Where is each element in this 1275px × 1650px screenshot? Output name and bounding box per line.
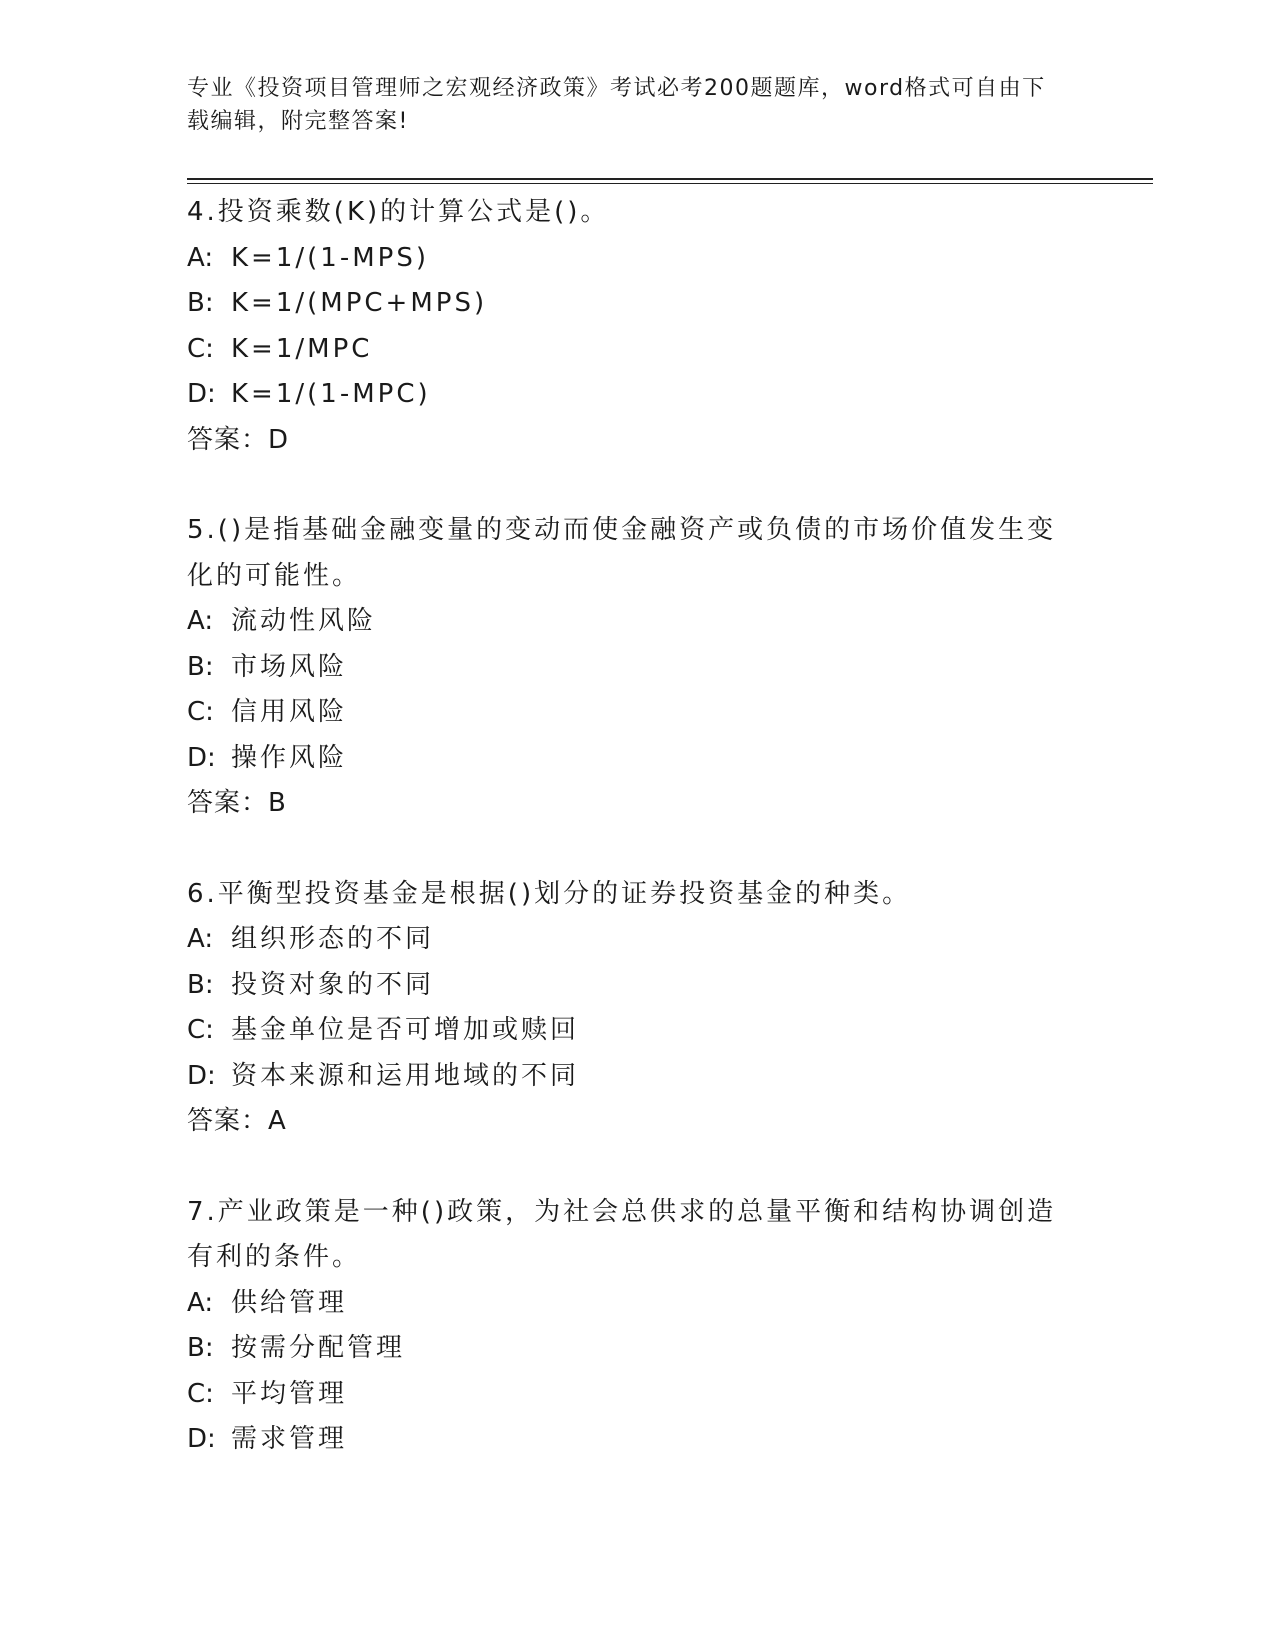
question-stem: 6.平衡型投资基金是根据()划分的证券投资基金的种类。 xyxy=(187,878,912,909)
option-c xyxy=(187,1008,1077,1054)
option-label: D: xyxy=(187,742,216,773)
option-label: D: xyxy=(187,1424,216,1454)
question-7 xyxy=(187,1190,1077,1463)
question-list xyxy=(187,190,1077,1508)
question-4 xyxy=(187,190,1077,463)
option-label: A: xyxy=(187,924,214,954)
option-d xyxy=(187,1054,1077,1100)
option-a xyxy=(187,236,1077,282)
question-6 xyxy=(187,872,1077,1145)
header-rule-thick xyxy=(187,178,1153,180)
option-label: A: xyxy=(187,1287,214,1318)
option-label: A: xyxy=(187,242,214,273)
question-stem: 4.投资乘数(K)的计算公式是()。 xyxy=(187,197,610,227)
answer-text: 答案：B xyxy=(187,788,287,818)
document-header: 专业《投资项目管理师之宏观经济政策》考试必考200题题库，word格式可自由下载编辑，附完整答案! xyxy=(187,76,1046,134)
option-text: 平均管理 xyxy=(231,1378,348,1409)
question-stem: 7.产业政策是一种()政策，为社会总供求的总量平衡和结构协调创造有利的条件。 xyxy=(187,1196,1057,1272)
option-text: 组织形态的不同 xyxy=(231,924,435,954)
option-text: 流动性风险 xyxy=(231,606,377,636)
option-d xyxy=(187,372,1077,418)
option-label: D: xyxy=(187,1060,216,1091)
answer-text: 答案：A xyxy=(187,1106,287,1136)
option-label: A: xyxy=(187,606,214,636)
question-stem: 5.()是指基础金融变量的变动而使金融资产或负债的市场价值发生变化的可能性。 xyxy=(187,515,1057,591)
option-label: B: xyxy=(187,1333,214,1363)
option-text: 需求管理 xyxy=(231,1424,348,1454)
option-label: C: xyxy=(187,1378,214,1409)
option-a xyxy=(187,1281,1077,1327)
option-d xyxy=(187,1417,1077,1463)
option-c xyxy=(187,690,1077,736)
option-text: K=1/(1-MPS) xyxy=(231,242,429,273)
option-label: C: xyxy=(187,1015,214,1045)
option-label: B: xyxy=(187,969,214,1000)
option-text: 按需分配管理 xyxy=(231,1333,406,1363)
answer-text: 答案：D xyxy=(187,424,290,455)
option-label: C: xyxy=(187,697,214,727)
option-text: 资本来源和运用地域的不同 xyxy=(231,1060,580,1091)
option-b xyxy=(187,281,1077,327)
option-a xyxy=(187,599,1077,645)
option-text: 市场风险 xyxy=(231,651,348,682)
option-label: B: xyxy=(187,288,214,318)
option-text: 投资对象的不同 xyxy=(231,969,435,1000)
option-text: K=1/(1-MPC) xyxy=(231,379,431,409)
option-a xyxy=(187,917,1077,963)
option-b xyxy=(187,645,1077,691)
option-b xyxy=(187,1326,1077,1372)
option-c xyxy=(187,1372,1077,1418)
option-text: 供给管理 xyxy=(231,1287,348,1318)
option-c xyxy=(187,327,1077,373)
option-text: 信用风险 xyxy=(231,697,348,727)
option-label: C: xyxy=(187,333,214,364)
option-text: 基金单位是否可增加或赎回 xyxy=(231,1015,580,1045)
question-5 xyxy=(187,508,1077,827)
option-text: K=1/MPC xyxy=(231,333,373,364)
option-label: D: xyxy=(187,379,216,409)
option-d xyxy=(187,736,1077,782)
option-text: 操作风险 xyxy=(231,742,348,773)
header-rule-thin xyxy=(187,183,1153,184)
option-b xyxy=(187,963,1077,1009)
option-label: B: xyxy=(187,651,214,682)
option-text: K=1/(MPC+MPS) xyxy=(231,288,488,318)
